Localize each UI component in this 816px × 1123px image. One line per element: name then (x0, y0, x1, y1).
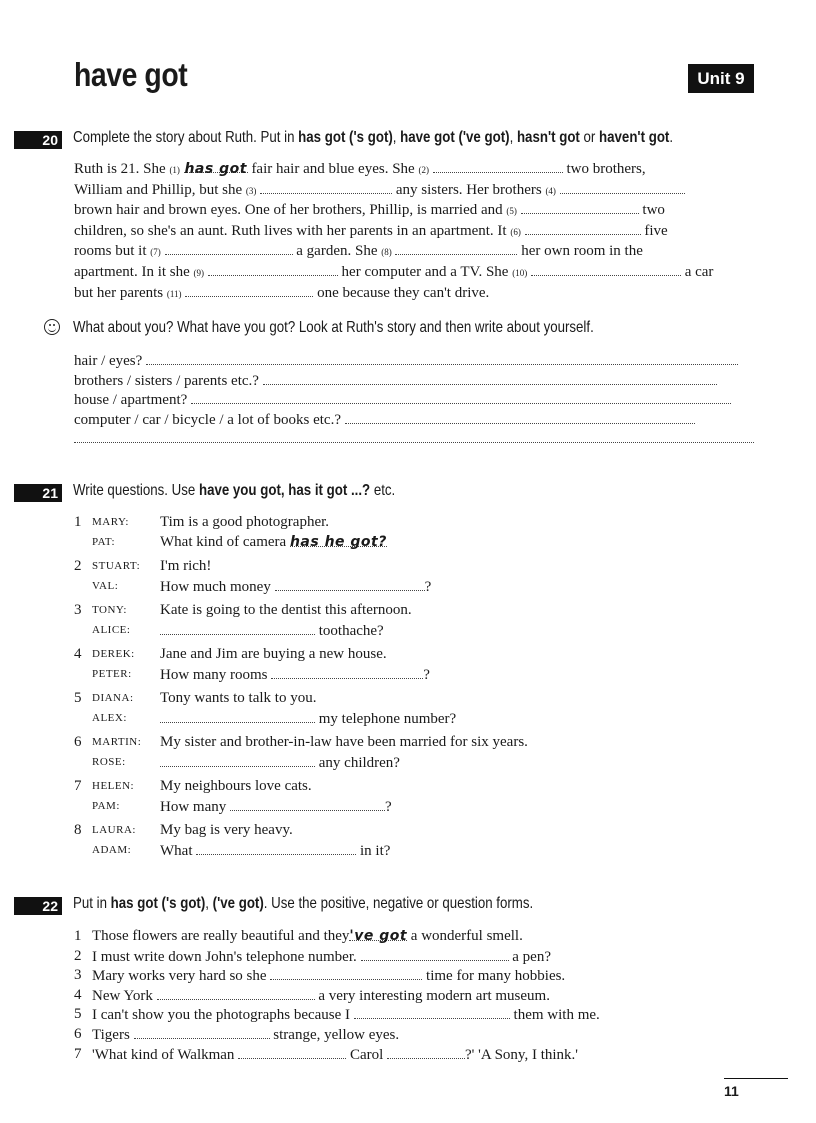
sentence-text: Tigers strange, yellow eyes. (92, 1027, 400, 1043)
sentence-text: Those flowers are really beautiful and they've got a wonderful smell. (92, 928, 523, 944)
story-line: but her parents (11) one because they can't drive. (74, 284, 490, 301)
answer-blank[interactable] (230, 798, 385, 811)
story-line: William and Phillip, but she (3) any sisters. Her brothers (4) (74, 181, 754, 202)
answer-blank[interactable] (354, 1006, 510, 1019)
ruth-story (74, 160, 754, 304)
answer-blank[interactable] (531, 263, 681, 276)
item-number: 5 (74, 690, 82, 706)
story-line: brown hair and brown eyes. One of her brothers, Phillip, is married and (5) two (74, 202, 665, 219)
dialogue-text: How many ? (160, 799, 392, 815)
dialogue-text: Tony wants to talk to you. (160, 690, 317, 706)
sentence-text: I can't show you the photographs because I them with me. (92, 1007, 600, 1024)
speaker: TONY: (92, 604, 127, 616)
exercise-instruction: Complete the story about Ruth. Put in has got ('s got), have got ('ve got), hasn't got or haven't got. (73, 129, 674, 146)
dialogue-text: What in it? (160, 843, 391, 859)
item-number: 4 (74, 646, 82, 662)
speaker: VAL: (92, 580, 119, 592)
answer-blank[interactable] (238, 1046, 346, 1059)
story-line: rooms but it (7) a garden. She (8) her own room in the (74, 243, 643, 260)
answer-line[interactable] (74, 430, 754, 443)
sentence-text: Mary works very hard so she time for many hobbies. (92, 968, 566, 985)
dialogue-text: I'm rich! (160, 558, 212, 574)
answer-blank[interactable] (208, 263, 338, 276)
unit-badge: Unit 9 (688, 64, 754, 93)
dialogue-text: What kind of camera has he got? (160, 534, 387, 550)
sentence-text: I must write down John's telephone number. a pen? (92, 948, 551, 965)
answer-blank[interactable] (361, 948, 509, 961)
about-you-line (74, 430, 754, 448)
item-number: 1 (74, 514, 82, 530)
speaker: MARTIN: (92, 736, 142, 748)
answer-blank[interactable]: has got (184, 161, 247, 177)
speaker: DEREK: (92, 648, 135, 660)
speaker: PAT: (92, 536, 116, 548)
page-number: 11 (724, 1078, 788, 1099)
dialogue-text: Jane and Jim are buying a new house. (160, 646, 387, 662)
item-number: 3 (74, 967, 82, 984)
answer-blank[interactable] (275, 578, 425, 591)
exercise-number: 22 (14, 897, 62, 915)
answer-line[interactable] (146, 352, 738, 365)
answer-blank[interactable] (270, 967, 422, 980)
dialogue-text: My sister and brother-in-law have been married for six years. (160, 734, 528, 750)
story-line: children, so she's an aunt. Ruth lives with her parents in an apartment. It (6) five (74, 222, 668, 239)
about-you-line: house / apartment? (74, 391, 754, 409)
speaker: STUART: (92, 560, 141, 572)
answer-blank[interactable] (525, 222, 641, 235)
item-number: 6 (74, 734, 82, 750)
dialogue-text: Tim is a good photographer. (160, 514, 330, 530)
page-title: have got (74, 56, 188, 93)
item-number: 6 (74, 1026, 82, 1042)
answer-blank[interactable] (521, 201, 639, 214)
speaker: ROSE: (92, 756, 126, 768)
sentence-text: New York a very interesting modern art museum. (92, 987, 550, 1004)
story-line: apartment. In it she (9) her computer and a TV. She (10) a car (74, 263, 714, 280)
exercise-instruction: Write questions. Use have you got, has it got ...? etc. (73, 482, 396, 499)
answer-blank[interactable] (165, 242, 293, 255)
item-number: 2 (74, 947, 82, 964)
item-number: 8 (74, 822, 82, 838)
sentence-text: 'What kind of Walkman Carol ?' 'A Sony, I think.' (92, 1046, 578, 1063)
dialogue-text: My neighbours love cats. (160, 778, 312, 794)
answer-blank[interactable] (134, 1026, 270, 1039)
dialogue-text: my telephone number? (160, 710, 456, 728)
speaker: ADAM: (92, 844, 132, 856)
speaker: LAURA: (92, 824, 136, 836)
answer-blank[interactable] (196, 842, 356, 855)
answer-blank[interactable] (560, 181, 685, 194)
answer-blank[interactable] (260, 181, 392, 194)
speaker: ALICE: (92, 624, 131, 636)
answer-blank[interactable] (387, 1046, 465, 1059)
exercise-instruction: Put in has got ('s got), ('ve got). Use the positive, negative or question forms. (73, 895, 534, 912)
dialogue-text: How many rooms ? (160, 667, 430, 683)
item-number: 7 (74, 1045, 82, 1062)
item-number: 4 (74, 986, 82, 1003)
exercise-number: 21 (14, 484, 62, 502)
answer-line[interactable] (263, 372, 717, 385)
answer-blank[interactable] (160, 622, 315, 635)
answer-blank[interactable] (157, 987, 315, 1000)
about-you-line: hair / eyes? (74, 352, 754, 370)
answer-line[interactable] (191, 391, 731, 404)
item-number: 2 (74, 558, 82, 574)
dialogue-text: My bag is very heavy. (160, 822, 293, 838)
dialogue-text: any children? (160, 754, 400, 772)
item-number: 3 (74, 602, 82, 618)
speaker: DIANA: (92, 692, 134, 704)
item-number: 5 (74, 1006, 82, 1023)
answer-blank[interactable]: 've got (349, 928, 408, 944)
story-line: Ruth is 21. She (1) has got fair hair and blue eyes. She (2) two brothers, (74, 161, 646, 177)
smiley-icon (44, 319, 60, 335)
answer-blank[interactable] (185, 284, 313, 297)
speaker: ALEX: (92, 712, 127, 724)
item-number: 7 (74, 778, 82, 794)
dialogue-text: toothache? (160, 622, 384, 640)
about-you-line: brothers / sisters / parents etc.? (74, 372, 754, 390)
answer-line[interactable] (345, 411, 695, 424)
speaker: PETER: (92, 668, 132, 680)
speaker: PAM: (92, 800, 120, 812)
speaker: HELEN: (92, 780, 135, 792)
answer-blank[interactable] (160, 754, 315, 767)
about-you-line: computer / car / bicycle / a lot of books etc.? (74, 411, 754, 429)
answer-blank[interactable] (271, 666, 423, 679)
dialogue-text: Kate is going to the dentist this afternoon. (160, 602, 412, 618)
answer-blank[interactable]: has he got? (289, 534, 387, 550)
item-number: 1 (74, 928, 82, 944)
speaker: MARY: (92, 516, 129, 528)
dialogue-text: How much money ? (160, 579, 432, 595)
answer-blank[interactable] (160, 710, 315, 723)
exercise-number: 20 (14, 131, 62, 149)
answer-blank[interactable] (433, 160, 563, 173)
about-you-instruction: What about you? What have you got? Look at Ruth's story and then write about yourself. (73, 319, 594, 336)
answer-blank[interactable] (395, 242, 517, 255)
